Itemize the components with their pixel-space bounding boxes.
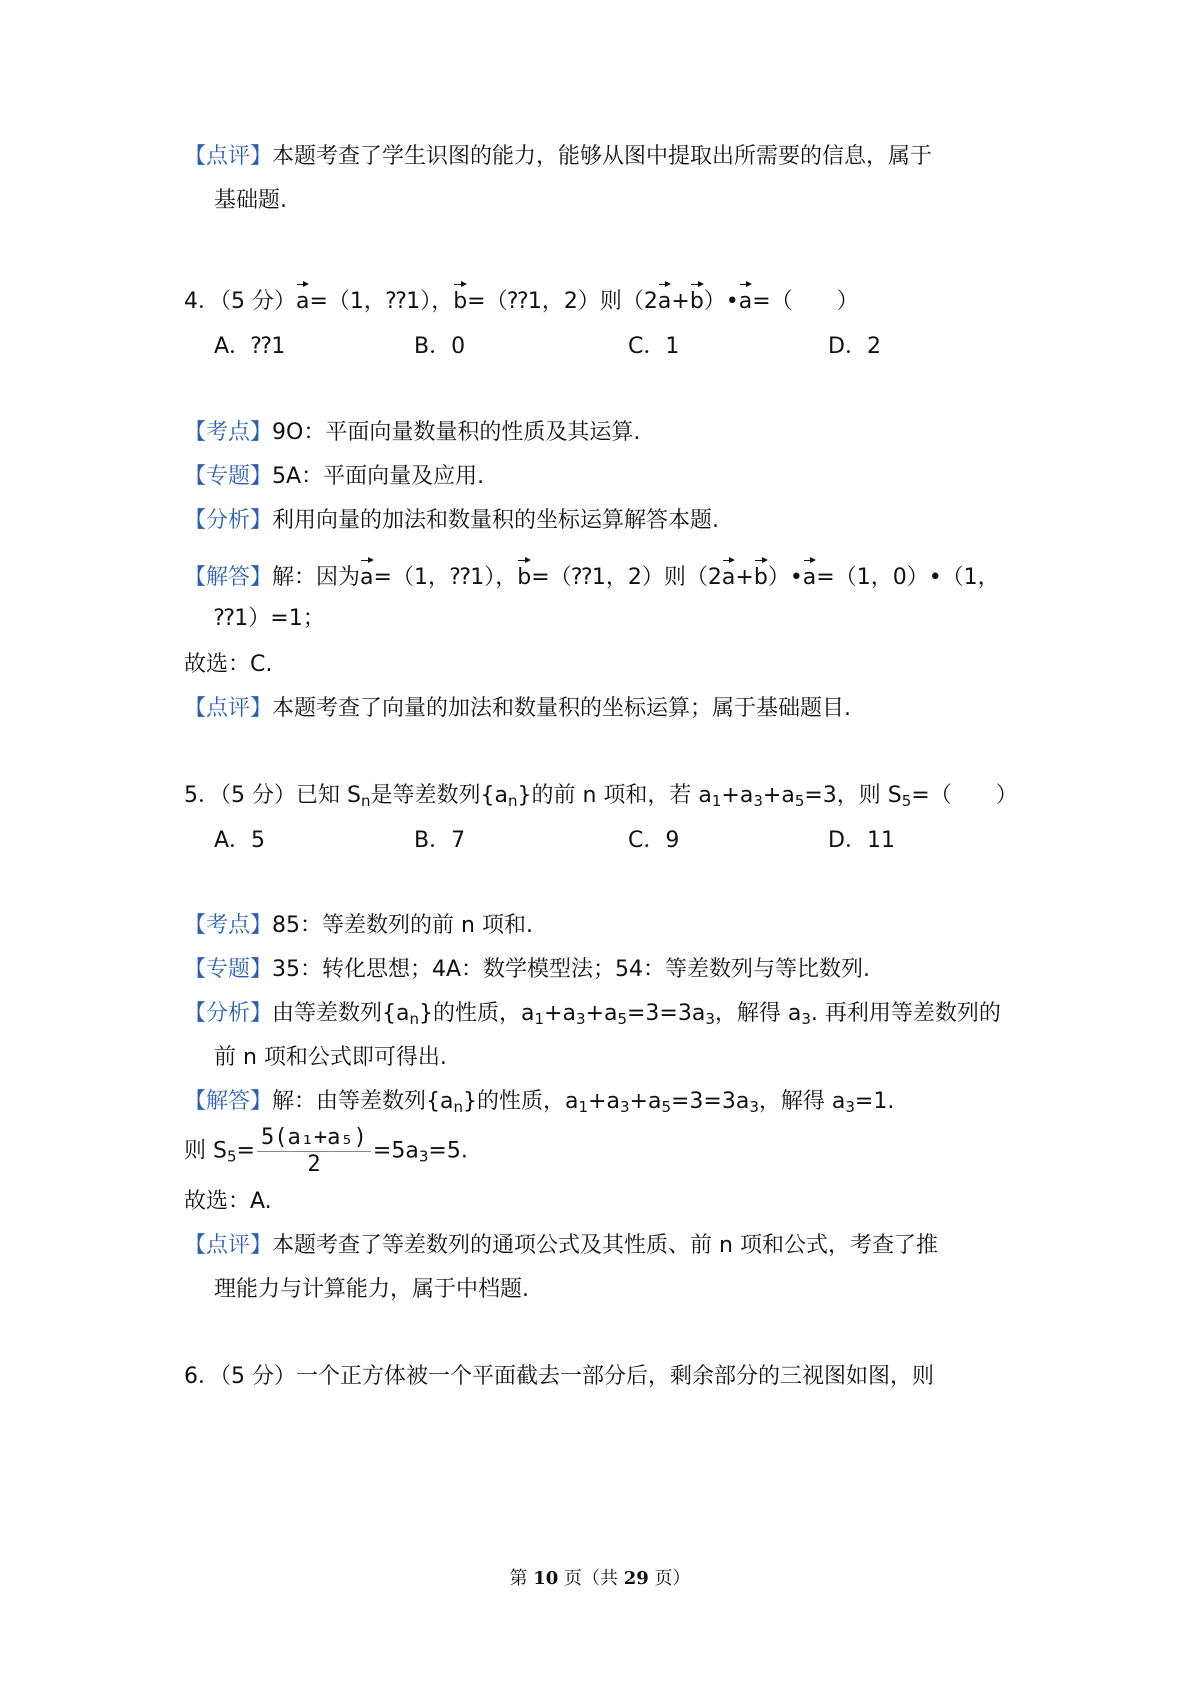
- jieda-text: ，解得 a: [758, 1089, 846, 1114]
- jieda-tag: 【解答】: [184, 1089, 273, 1114]
- vector-a: a: [360, 557, 373, 593]
- jieda-text: =1.: [854, 1089, 895, 1114]
- kaodian-text: 85：等差数列的前 n 项和.: [272, 913, 533, 938]
- q5-fenxi-line-2: 前 n 项和公式即可得出.: [214, 1045, 447, 1070]
- jieda-text: +a: [629, 1089, 662, 1114]
- jieda-text: =3=3a: [670, 1089, 750, 1114]
- dianping-text: 本题考查了向量的加法和数量积的坐标运算；属于基础题目.: [272, 696, 852, 721]
- fenxi-tag: 【分析】: [184, 1001, 273, 1026]
- jieda-text: =（1，⁇1），: [373, 565, 518, 590]
- vector-b: b: [517, 557, 531, 593]
- subscript: 1: [578, 1098, 589, 1116]
- dianping-text: 本题考查了等差数列的通项公式及其性质、前 n 项和公式，考查了推: [272, 1233, 938, 1258]
- zhuanti-text: 5A：平面向量及应用.: [272, 464, 485, 489]
- subscript: n: [409, 1010, 420, 1028]
- subscript: 3: [619, 1098, 630, 1116]
- subscript: 3: [575, 1010, 586, 1028]
- option-b: B．7: [414, 828, 466, 853]
- jieda-tag: 【解答】: [184, 565, 273, 590]
- fraction-denominator: 2: [307, 1152, 321, 1177]
- footer-text: 第: [509, 1568, 528, 1589]
- fraction: [257, 1125, 371, 1178]
- vector-a: a: [803, 557, 816, 593]
- fraction-numerator: 5(a₁+a₅): [257, 1125, 371, 1152]
- kaodian-tag: 【考点】: [184, 420, 273, 445]
- fenxi-text: 由等差数列{a: [272, 1001, 410, 1026]
- q4-zhuanti: [184, 462, 484, 492]
- subscript: 3: [418, 1147, 429, 1166]
- vector-a: a: [722, 557, 735, 593]
- q4-fenxi: [184, 506, 719, 536]
- kaodian-tag: 【考点】: [184, 913, 273, 938]
- vector-b: b: [690, 281, 704, 317]
- subscript: n: [507, 792, 518, 810]
- jieda-text: }的性质，a: [463, 1089, 579, 1114]
- stem-text: =（⁇1，2）则（2: [467, 289, 658, 314]
- q5-formula-line: 则 $S_5=$ $\frac{\text{5(a₁+a₅)}}{2}$ $=5a_3=5$.: [184, 1125, 468, 1177]
- subscript: 3: [705, 1010, 715, 1028]
- jieda-text: +a: [588, 1089, 620, 1114]
- vector-a: a: [658, 281, 671, 317]
- review-tag: 【点评】: [184, 144, 273, 169]
- jieda-text: 解：由等差数列{a: [272, 1089, 454, 1114]
- option-d: D．2: [828, 334, 881, 359]
- question-number: 4．（5 分）: [184, 289, 296, 314]
- zhuanti-text: 35：转化思想；4A：数学模型法；54：等差数列与等比数列.: [272, 957, 871, 982]
- question-4-stem: [184, 281, 859, 317]
- formula-text: =5.: [428, 1138, 468, 1164]
- kaodian-text: 9O：平面向量数量积的性质及其运算.: [272, 420, 641, 445]
- q5-answer: 故选：A.: [184, 1189, 272, 1214]
- page-number: 10: [533, 1568, 559, 1589]
- jieda-text: +: [735, 565, 754, 590]
- prev-review-line-2: 基础题.: [214, 188, 287, 213]
- total-pages: 29: [623, 1568, 649, 1589]
- q5-fenxi: [184, 999, 1001, 1029]
- fenxi-text: +a: [585, 1001, 618, 1026]
- stem-text: =（ ）: [752, 289, 859, 314]
- subscript: 5: [901, 792, 912, 810]
- zhuanti-tag: 【专题】: [184, 464, 273, 489]
- fenxi-text: 利用向量的加法和数量积的坐标运算解答本题.: [272, 508, 720, 533]
- vector-a: a: [296, 281, 309, 317]
- option-b: B．0: [414, 334, 466, 359]
- stem-text: =（ ）: [911, 783, 1018, 808]
- vector-a: a: [739, 281, 752, 317]
- q5-dianping-line-2: 理能力与计算能力，属于中档题.: [214, 1277, 529, 1302]
- fenxi-text: =3=3a: [626, 1001, 706, 1026]
- q5-dianping: [184, 1231, 938, 1261]
- option-a: A．⁇1: [214, 334, 286, 359]
- vector-b: b: [754, 557, 768, 593]
- jieda-text: 解：因为: [272, 565, 361, 590]
- option-a: A．5: [214, 828, 266, 853]
- footer-text: 页）: [654, 1568, 691, 1589]
- q4-jieda: [184, 557, 1000, 593]
- review-text: 本题考查了学生识图的能力，能够从图中提取出所需要的信息，属于: [272, 144, 933, 169]
- option-c: C．1: [628, 334, 680, 359]
- jieda-text: ）•: [767, 565, 803, 590]
- dianping-tag: 【点评】: [184, 1233, 273, 1258]
- subscript: 5: [226, 1147, 237, 1166]
- zhuanti-tag: 【专题】: [184, 957, 273, 982]
- formula-text: =5a: [372, 1138, 419, 1164]
- subscript: 5: [661, 1098, 671, 1116]
- formula-text: 则 S: [184, 1138, 227, 1164]
- question-5-stem: [184, 781, 1018, 811]
- subscript: 3: [801, 1010, 811, 1028]
- q4-kaodian: [184, 418, 640, 448]
- subscript: n: [453, 1098, 464, 1116]
- stem-text: 5．（5 分）已知 S: [184, 783, 361, 808]
- jieda-text: =（1，0）•（1，: [816, 565, 1000, 590]
- q5-kaodian: [184, 911, 533, 941]
- stem-text: ）•: [703, 289, 739, 314]
- q4-jieda-line-2: ⁇1）=1；: [214, 606, 325, 631]
- stem-text: 是等差数列{a: [370, 783, 508, 808]
- stem-text: =（1，⁇1），: [309, 289, 454, 314]
- page-footer: [0, 1564, 1200, 1590]
- q4-answer: 故选：C.: [184, 652, 273, 677]
- subscript: n: [360, 792, 371, 810]
- fenxi-text: . 再利用等差数列的: [810, 1001, 1001, 1026]
- vector-b: b: [453, 281, 467, 317]
- option-c: C．9: [628, 828, 680, 853]
- subscript: 3: [749, 1098, 759, 1116]
- fenxi-text: +a: [544, 1001, 576, 1026]
- stem-text: +a: [762, 783, 795, 808]
- q4-dianping: [184, 694, 851, 724]
- question-6-stem: 6．（5 分）一个正方体被一个平面截去一部分后，剩余部分的三视图如图，则: [184, 1364, 934, 1389]
- fenxi-text: ，解得 a: [714, 1001, 802, 1026]
- subscript: 1: [711, 792, 722, 810]
- stem-text: +a: [721, 783, 754, 808]
- footer-text: 页（共: [564, 1568, 618, 1589]
- stem-text: +: [671, 289, 690, 314]
- stem-text: }的前 n 项和，若 a: [517, 783, 712, 808]
- stem-text: =3，则 S: [804, 783, 902, 808]
- q5-jieda: [184, 1087, 894, 1117]
- subscript: 5: [617, 1010, 627, 1028]
- dianping-tag: 【点评】: [184, 696, 273, 721]
- subscript: 5: [794, 792, 805, 810]
- jieda-text: =（⁇1，2）则（2: [531, 565, 722, 590]
- q5-zhuanti: [184, 955, 870, 985]
- option-d: D．11: [828, 828, 895, 853]
- subscript: 3: [753, 792, 763, 810]
- prev-review-line-1: [184, 142, 932, 172]
- fenxi-tag: 【分析】: [184, 508, 273, 533]
- subscript: 1: [534, 1010, 545, 1028]
- subscript: 3: [845, 1098, 855, 1116]
- fenxi-text: }的性质，a: [419, 1001, 535, 1026]
